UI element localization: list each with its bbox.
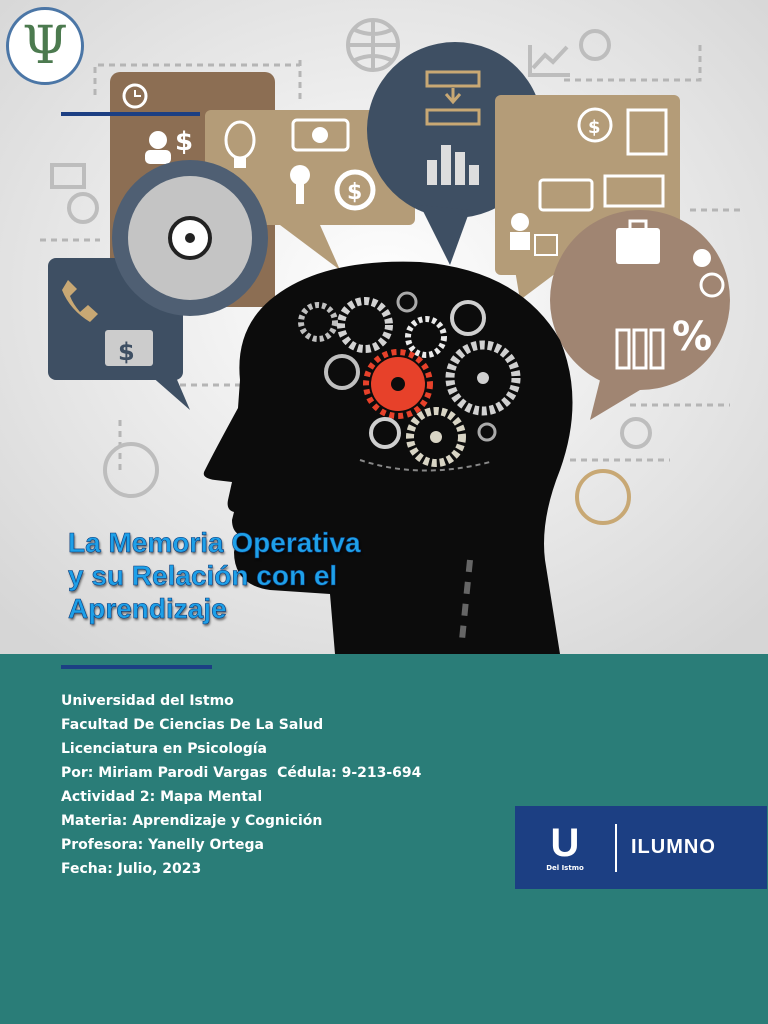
detail-faculty: Facultad De Ciencias De La Salud — [61, 717, 324, 733]
top-accent-rule — [61, 112, 200, 116]
document-title — [68, 526, 488, 625]
detail-university: Universidad del Istmo — [61, 693, 234, 709]
detail-subject: Materia: Aprendizaje y Cognición — [61, 813, 323, 829]
udelistmo-mark: U — [550, 820, 580, 865]
big-gear — [112, 160, 268, 316]
detail-author: Por: Miriam Parodi Vargas Cédula: 9-213-694 — [61, 765, 422, 781]
psi-symbol: Ψ — [22, 16, 68, 76]
university-brand-block — [515, 806, 767, 889]
detail-activity: Actividad 2: Mapa Mental — [61, 789, 263, 805]
detail-professor: Profesora: Yanelly Ortega — [61, 837, 264, 853]
svg-text:$: $ — [118, 338, 135, 366]
psychology-logo — [6, 7, 84, 85]
detail-degree: Licenciatura en Psicología — [61, 741, 267, 757]
ilumno-logo: ILUMNO — [631, 836, 716, 858]
panel-accent-rule — [61, 665, 212, 669]
svg-text:%: % — [672, 314, 713, 360]
udelistmo-subtitle: Del Istmo — [546, 863, 584, 872]
svg-text:$: $ — [588, 117, 601, 138]
title-line-3: Aprendizaje — [68, 593, 227, 624]
cover-details — [61, 689, 421, 881]
detail-date: Fecha: Julio, 2023 — [61, 861, 202, 877]
udelistmo-logo — [515, 820, 615, 872]
title-line-2: y su Relación con el — [68, 560, 338, 591]
svg-text:$: $ — [175, 127, 194, 157]
brand-divider — [615, 824, 617, 872]
svg-text:$: $ — [347, 180, 363, 205]
title-line-1: La Memoria Operativa — [68, 527, 361, 558]
